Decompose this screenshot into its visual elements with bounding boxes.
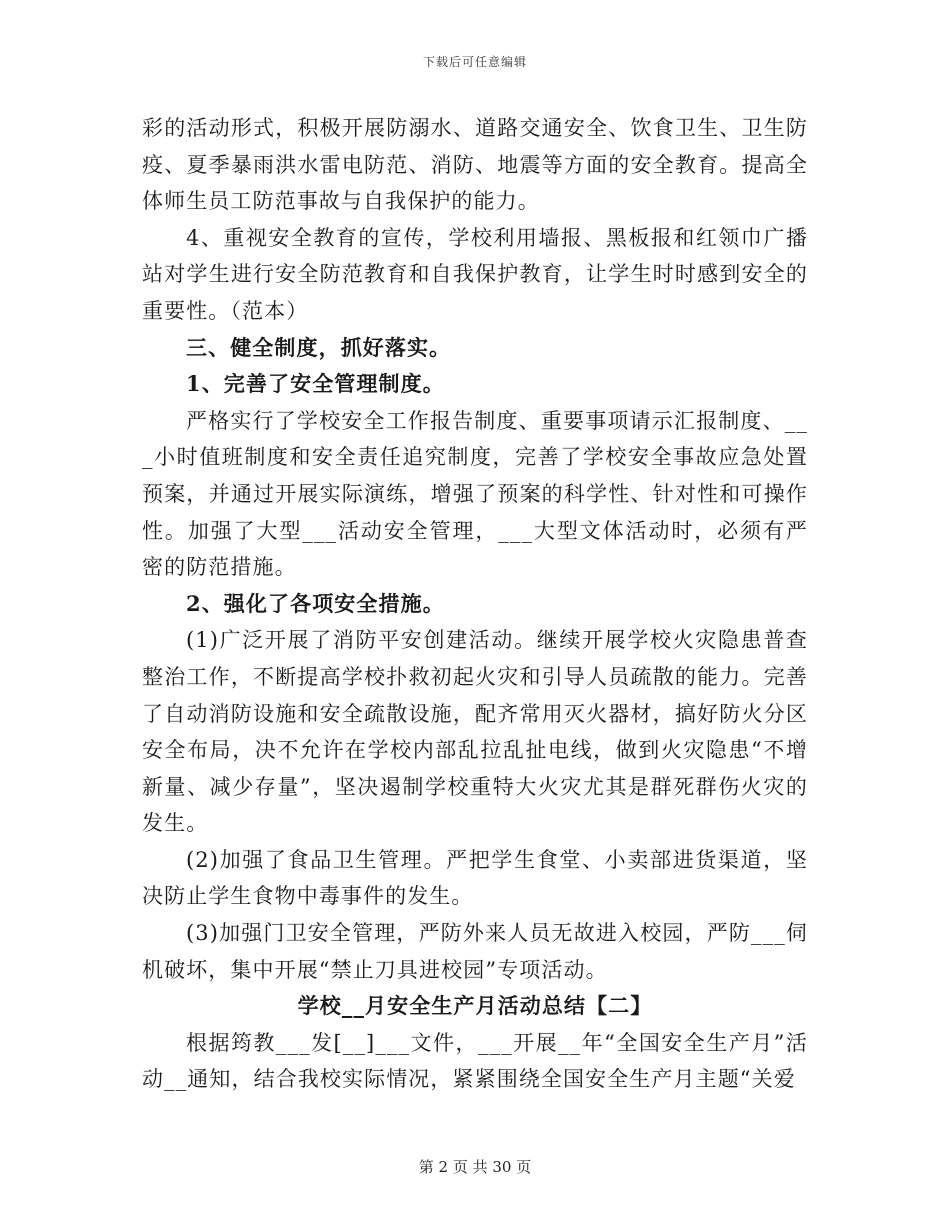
paragraph-food-hygiene: (2)加强了食品卫生管理。严把学生食堂、小卖部进货渠道，坚决防止学生食物中毒事件的发生。 (142, 847, 808, 909)
page-number-footer: 第 2 页 共 30 页 (418, 1158, 532, 1176)
paragraph-management-system: 严格实行了学校安全工作报告制度、重要事项请示汇报制度、___小时值班制度和安全责任追究制度，完善了学校安全事故应急处置预案，并通过开展实际演练，增强了预案的科学性、针对性和可操作性。加强了大型___活动安全管理，___大型文体活动时，必须有严密的防范措施。 (142, 408, 808, 580)
paragraph-safety-publicity: 4、重视安全教育的宣传，学校利用墙报、黑板报和红领巾广播站对学生进行安全防范教育和自我保护教育，让学生时时感到安全的重要性。（范本） (142, 225, 808, 323)
paragraph-fire-safety: (1)广泛开展了消防平安创建活动。继续开展学校火灾隐患普查整治工作，不断提高学校扑救初起火灾和引导人员疏散的能力。完善了自动消防设施和安全疏散设施，配齐常用灭火器材，搞好防火分区安全布局，决不允许在学校内部乱拉乱扯电线，做到火灾隐患“不增新量、减少存量”，坚决遏制学校重特大火灾尤其是群死群伤火灾的发生。 (142, 628, 808, 836)
paragraph-gate-security: (3)加强门卫安全管理，严防外来人员无故进入校园，严防___伺机破坏，集中开展“禁止刀具进校园”专项活动。 (142, 921, 808, 982)
paragraph-safety-education-forms: 彩的活动形式，积极开展防溺水、道路交通安全、饮食卫生、卫生防疫、夏季暴雨洪水雷电防范、消防、地震等方面的安全教育。提高全体师生员工防范事故与自我保护的能力。 (142, 116, 808, 214)
heading-management-system: 1、完善了安全管理制度。 (186, 371, 445, 397)
document-body (142, 110, 808, 1098)
heading-safety-measures: 2、强化了各项安全措施。 (186, 590, 445, 616)
section-two-title: 学校__月安全生产月活动总结【二】 (297, 993, 653, 1019)
page-header-note: 下载后可任意编辑 (422, 55, 527, 69)
heading-section-three: 三、健全制度，抓好落实。 (186, 334, 452, 360)
paragraph-safety-month-intro: 根据筠教___发[__]___文件，___开展__年“全国安全生产月”活动__通知，结合我校实际情况，紧紧围绕全国安全生产月主题“关爱 (142, 1030, 808, 1092)
